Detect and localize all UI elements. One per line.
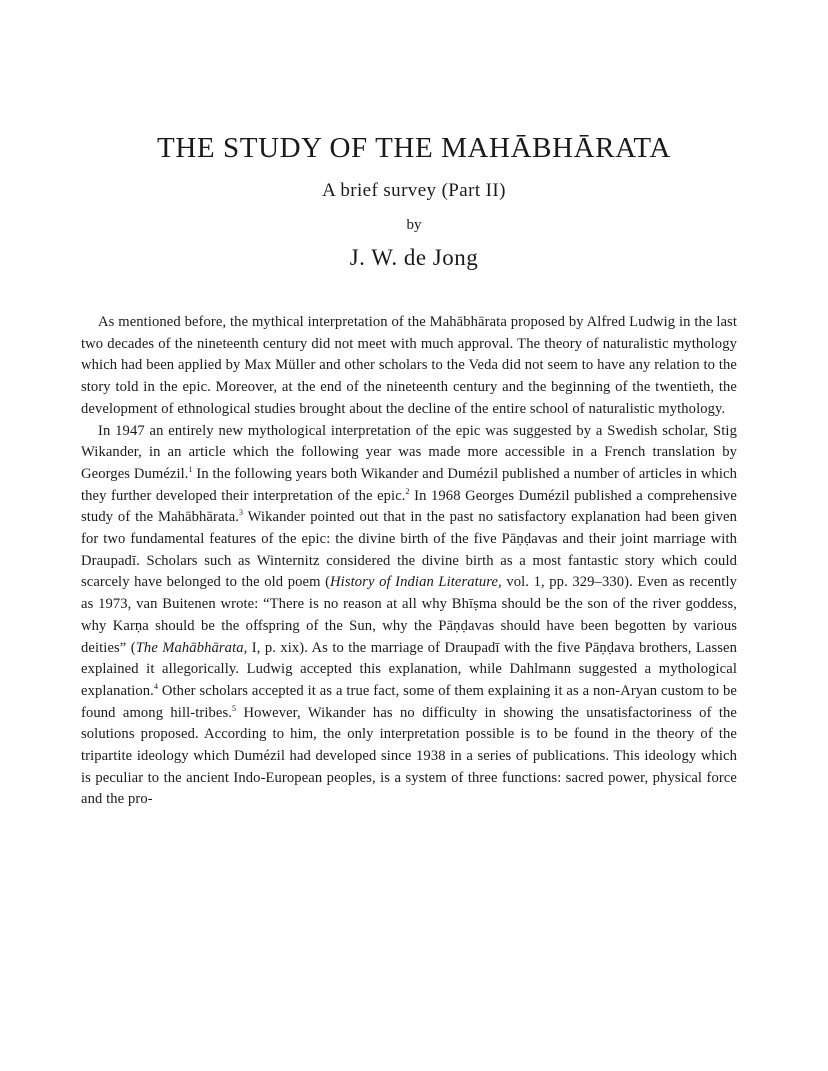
paragraph-text: Wikander pointed out that in the past no satisfactory explanation had been given for two fundamental features of the epic: the divine birth of the five Pāṇḍavas and their joint marriage with Draupadī. Scholars such as Winternitz considered the divine birth as a most fantastic story which could scarcely have belonged to the old poem (	[81, 509, 737, 591]
paragraph-text: In the following years both Wikander and Dumézil published a number of articles in which they further developed their interpretation of the epic.	[81, 465, 737, 504]
footnote-ref: 3	[239, 508, 244, 518]
paragraph-text: As mentioned before, the mythical interpretation of the Mahābhārata proposed by Alfred Ludwig in the last two decades of the nineteenth century did not meet with much approval. The theory of naturalistic mythology which had been applied by Max Müller and other scholars to the Veda did not seem to have any relation to the story told in the epic. Moreover, at the end of the nineteenth century and the beginning of the twentieth, the development of ethnological studies brought about the decline of the entire school of naturalistic mythology.	[81, 314, 737, 417]
book-title: History of Indian Literature,	[330, 574, 502, 591]
paragraph-text: I, p. xix). As to the marriage of Draupadī with the five Pāṇḍava brothers, Lassen explained it allegorically. Ludwig accepted this explanation, while Dahlmann suggested a mythological explanation.	[81, 639, 737, 699]
footnote-ref: 2	[405, 486, 410, 496]
footnote-ref: 1	[188, 465, 193, 475]
paragraph-text: Other scholars accepted it as a true fact, some of them explaining it as a non-Aryan custom to be found among hill-tribes.	[81, 682, 737, 721]
paragraph-2	[81, 421, 737, 812]
article-title: THE STUDY OF THE MAHĀBHĀRATA	[157, 132, 671, 164]
paragraph-text: In 1968 Georges Dumézil published a comprehensive study of the Mahābhārata.	[81, 487, 737, 526]
article-body	[81, 312, 737, 811]
paragraph-text: However, Wikander has no difficulty in showing the unsatisfactoriness of the solutions proposed. According to him, the only interpretation possible is to be found in the theory of the tripartite ideology which Dumézil had developed since 1938 in a series of publications. This ideology which is peculiar to the ancient Indo-European peoples, is a system of three functions: sacred power, physical force and the pro-	[81, 704, 737, 808]
paragraph-1	[81, 312, 737, 421]
footnote-ref: 4	[153, 682, 159, 692]
footnote-ref: 5	[232, 703, 237, 713]
paragraph-text: vol. 1, pp. 329–330). Even as recently as 1973, van Buitenen wrote: “There is no reason at all why Bhīṣma should be the son of the river goddess, why Karṇa should be the offspring of the Sun, why the Pāṇḍavas should have been begotten by various deities” (	[81, 574, 738, 656]
book-title: The Mahābhārata,	[135, 639, 248, 656]
paragraph-text: In 1947 an entirely new mythological interpretation of the epic was suggested by a Swedish scholar, Stig Wikander, in an article which the following year was made more accessible in a French translation by Georges Dumézil.	[81, 422, 737, 482]
author-name: J. W. de Jong	[349, 245, 479, 270]
article-subtitle: A brief survey (Part II)	[322, 180, 506, 201]
byline-label: by	[406, 217, 422, 233]
